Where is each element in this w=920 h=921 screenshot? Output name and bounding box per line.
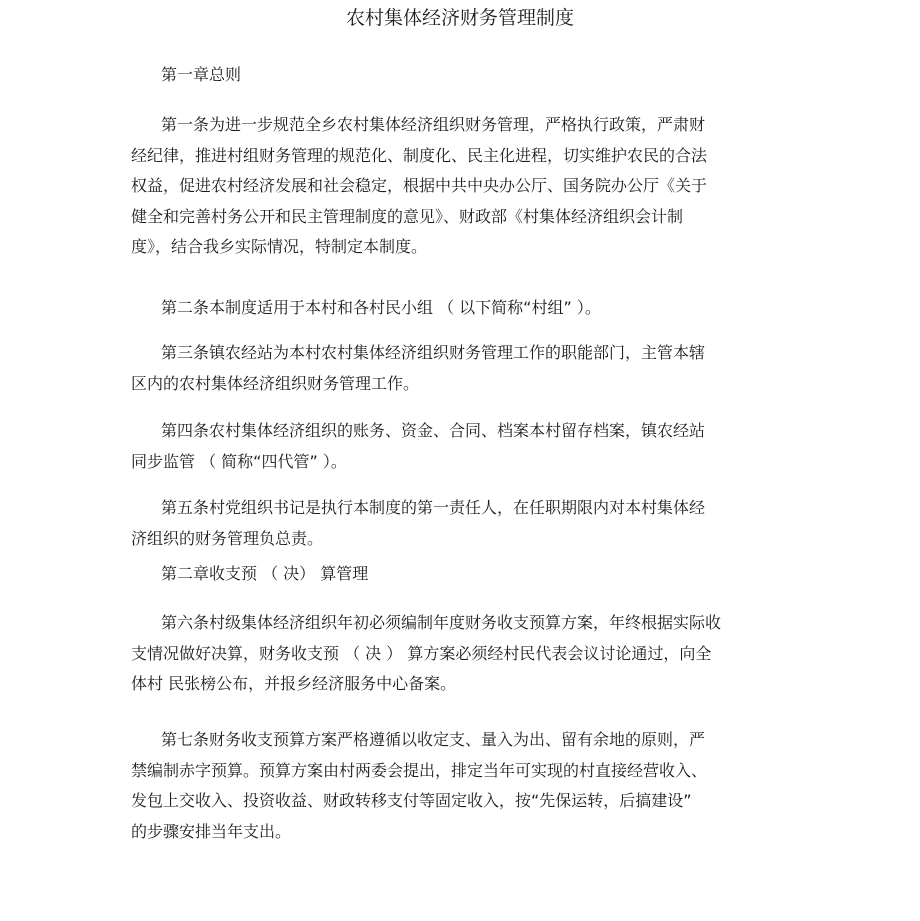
article-2-paragraph: 第二条本制度适用于本村和各村民小组 （ 以下简称“村组” ）。 — [161, 298, 601, 317]
article-4-line: 同步监管 （ 简称“四代管” ）。 — [131, 451, 347, 471]
article-6-line: 支情况做好决算，财务收支预 （ 决 ） 算方案必须经村民代表会议讨论通过，向全 — [131, 643, 712, 663]
article-5-line: 第五条村党组织书记是执行本制度的第一责任人，在任职期限内对本村集体经 — [161, 498, 706, 517]
article-1-line: 健全和完善村务公开和民主管理制度的意见》、财政部《村集体经济组织会计制 — [131, 206, 684, 226]
article-3-line: 区内的农村集体经济组织财务管理工作。 — [131, 373, 420, 393]
article-1-line: 权益，促进农村经济发展和社会稳定，根据中共中央办公厅、国务院办公厅《关于 — [131, 176, 708, 195]
chapter-1-heading: 第一章总则 — [161, 65, 242, 84]
article-3-line: 第三条镇农经站为本村农村集体经济组织财务管理工作的职能部门，主管本辖 — [161, 343, 706, 362]
article-3-paragraph — [131, 338, 781, 399]
article-7-line: 第七条财务收支预算方案严格遵循以收定支、量入为出、留有余地的原则，严 — [161, 730, 706, 749]
article-7-line: 的步骤安排当年支出。 — [131, 821, 292, 841]
article-5-line: 济组织的财务管理负总责。 — [131, 528, 324, 548]
article-6-paragraph — [131, 608, 781, 700]
article-6-line: 第六条村级集体经济组织年初必须编制年度财务收支预算方案，年终根据实际收 — [161, 613, 722, 632]
article-7-line: 发包上交收入、投资收益、财政转移支付等固定收入，按“先保运转，后搞建设” — [131, 791, 692, 810]
article-1-line: 经纪律，推进村组财务管理的规范化、制度化、民主化进程，切实维护农民的合法 — [131, 145, 708, 165]
chapter-2-heading: 第二章收支预 （ 决） 算管理 — [161, 564, 369, 583]
article-6-line: 体村 民张榜公布，并报乡经济服务中心备案。 — [131, 674, 457, 693]
article-4-paragraph — [131, 416, 781, 477]
article-1-line: 度》，结合我乡实际情况，特制定本制度。 — [131, 237, 428, 256]
document-title: 农村集体经济财务管理制度 — [345, 7, 574, 29]
article-1-line: 第一条为进一步规范全乡农村集体经济组织财务管理，严格执行政策，严肃财 — [161, 115, 706, 134]
article-1-paragraph — [131, 110, 781, 263]
article-4-line: 第四条农村集体经济组织的账务、资金、合同、档案本村留存档案，镇农经站 — [161, 421, 706, 440]
article-7-line: 禁编制赤字预算。预算方案由村两委会提出，排定当年可实现的村直接经营收入、 — [131, 760, 708, 780]
article-7-paragraph — [131, 725, 781, 847]
article-5-paragraph — [131, 493, 781, 554]
